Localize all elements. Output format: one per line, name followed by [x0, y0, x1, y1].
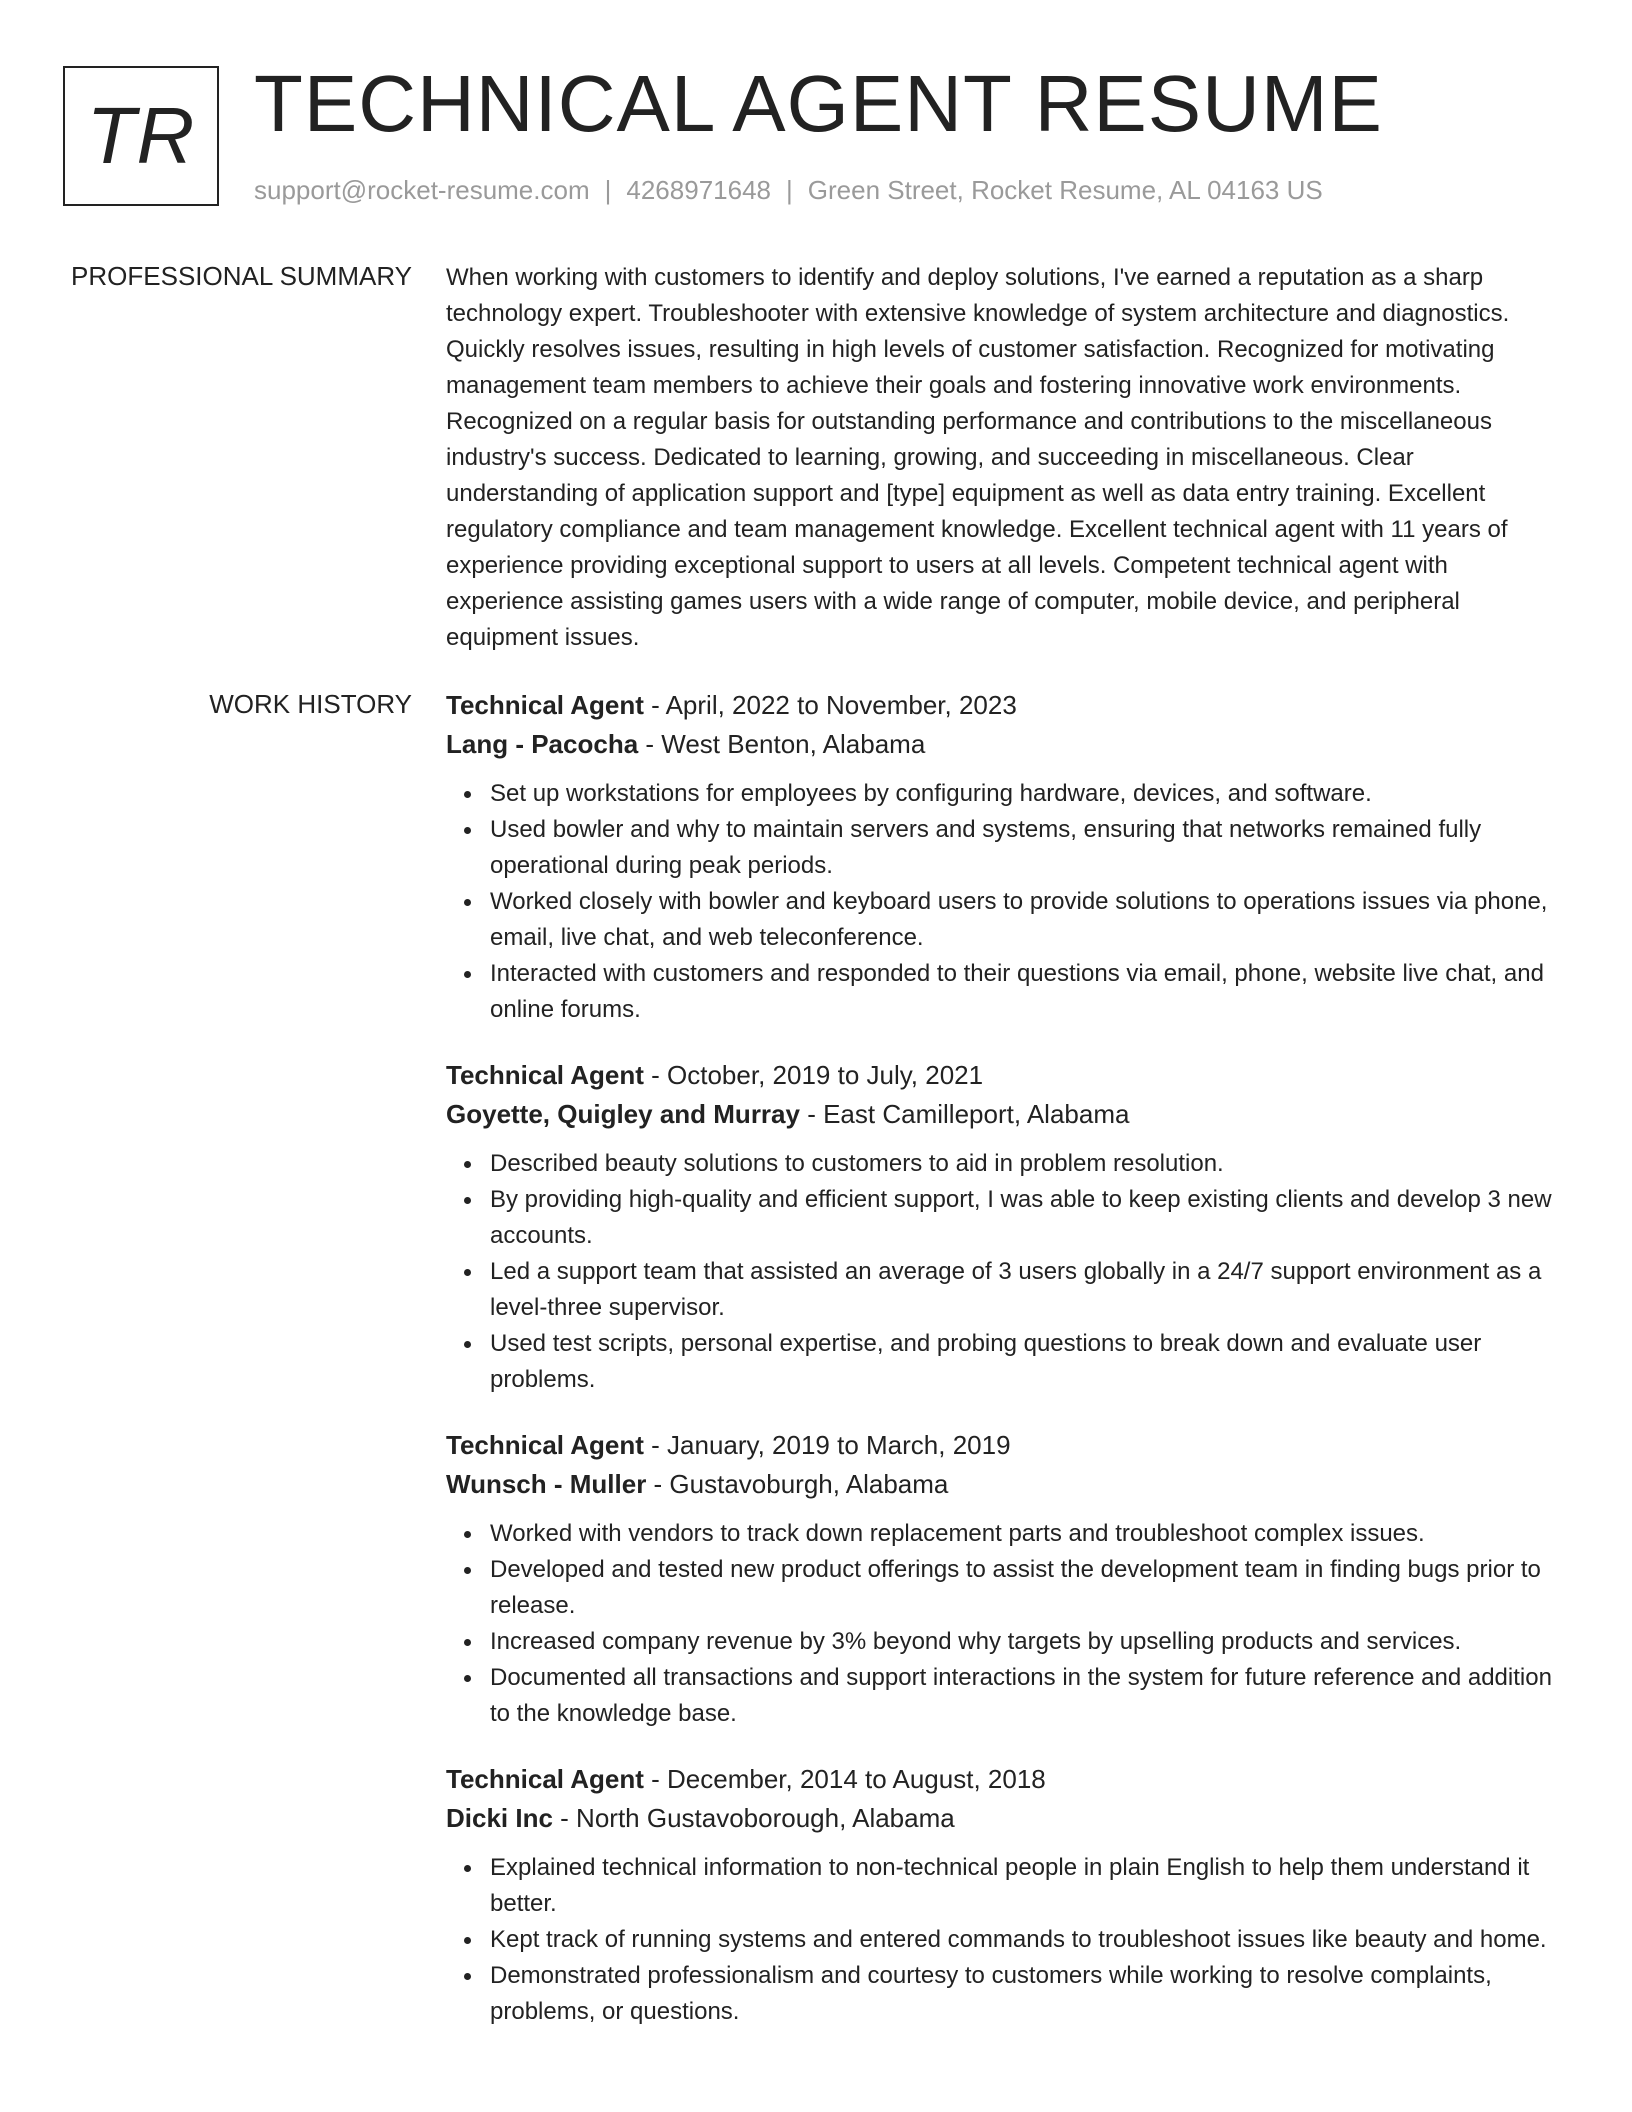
job-entry	[446, 1426, 1556, 1732]
job-title-line	[446, 686, 1556, 725]
job-dates: - October, 2019 to July, 2021	[643, 1060, 984, 1090]
job-dates: - January, 2019 to March, 2019	[643, 1430, 1011, 1460]
job-dates: - April, 2022 to November, 2023	[643, 690, 1017, 720]
contact-phone[interactable]: 4268971648	[626, 175, 771, 205]
job-bullet-list	[446, 776, 1556, 1028]
job-bullet: Used bowler and why to maintain servers and systems, ensuring that networks remained fully operational during peak periods.	[490, 812, 1556, 884]
job-company: Wunsch - Muller	[446, 1469, 647, 1499]
section-label-work-history: WORK HISTORY	[209, 689, 412, 719]
job-title: Technical Agent	[446, 1430, 644, 1460]
job-entry	[446, 1056, 1556, 1398]
job-bullet: Explained technical information to non-technical people in plain English to help them understand it better.	[490, 1850, 1556, 1922]
job-location: - North Gustavoborough, Alabama	[552, 1803, 955, 1833]
job-location: - West Benton, Alabama	[638, 729, 926, 759]
job-title: Technical Agent	[446, 690, 644, 720]
job-bullet-list	[446, 1850, 1556, 2030]
section-label-summary: PROFESSIONAL SUMMARY	[71, 261, 412, 291]
monogram-initials: TR	[86, 91, 196, 180]
job-bullet: Described beauty solutions to customers to aid in problem resolution.	[490, 1146, 1556, 1182]
job-title-line	[446, 1426, 1556, 1465]
job-bullet: Documented all transactions and support interactions in the system for future reference and addition to the knowledge base.	[490, 1660, 1556, 1732]
job-bullet-list	[446, 1516, 1556, 1732]
monogram-logo	[63, 66, 219, 206]
job-entry	[446, 1760, 1556, 2030]
job-title-line	[446, 1760, 1556, 1799]
contact-email[interactable]: support@rocket-resume.com	[254, 175, 590, 205]
summary-body	[446, 260, 1556, 656]
job-entry	[446, 686, 1556, 1028]
job-bullet-list	[446, 1146, 1556, 1398]
contact-separator: |	[786, 175, 793, 205]
job-dates: - December, 2014 to August, 2018	[643, 1764, 1046, 1794]
job-title: Technical Agent	[446, 1764, 644, 1794]
summary-text: When working with customers to identify and deploy solutions, I've earned a reputation as a sharp technology expert. Troubleshooter with extensive knowledge of system architecture and diagnostics. Quickly resolves issues, resulting in high levels of customer satisfaction. Recognized for motivating management team members to achieve their goals and fostering innovative work environments. Recognized on a regular basis for outstanding performance and contributions to the miscellaneous industry's success. Dedicated to learning, growing, and succeeding in miscellaneous. Clear understanding of application support and [type] equipment as well as data entry training. Excellent regulatory compliance and team management knowledge. Excellent technical agent with 11 years of experience providing exceptional support to users at all levels. Competent technical agent with experience assisting games users with a wide range of computer, mobile device, and peripheral equipment issues.	[446, 264, 1510, 651]
job-company: Dicki Inc	[446, 1803, 553, 1833]
job-title-line	[446, 1056, 1556, 1095]
resume-title: TECHNICAL AGENT RESUME	[254, 59, 1383, 148]
job-location: - Gustavoburgh, Alabama	[646, 1469, 949, 1499]
job-bullet: Interacted with customers and responded to their questions via email, phone, website live chat, and online forums.	[490, 956, 1556, 1028]
job-title: Technical Agent	[446, 1060, 644, 1090]
job-bullet: Worked closely with bowler and keyboard users to provide solutions to operations issues via phone, email, live chat, and web teleconference.	[490, 884, 1556, 956]
job-bullet: Developed and tested new product offerings to assist the development team in finding bugs prior to release.	[490, 1552, 1556, 1624]
job-bullet: Set up workstations for employees by configuring hardware, devices, and software.	[490, 776, 1556, 812]
job-company: Goyette, Quigley and Murray	[446, 1099, 800, 1129]
job-bullet: Used test scripts, personal expertise, and probing questions to break down and evaluate user problems.	[490, 1326, 1556, 1398]
job-bullet: By providing high-quality and efficient support, I was able to keep existing clients and develop 3 new accounts.	[490, 1182, 1556, 1254]
job-bullet: Kept track of running systems and entered commands to troubleshoot issues like beauty and home.	[490, 1922, 1556, 1958]
work-history-body	[446, 686, 1556, 2058]
job-bullet: Led a support team that assisted an average of 3 users globally in a 24/7 support environment as a level-three supervisor.	[490, 1254, 1556, 1326]
job-company-line	[446, 1465, 1556, 1504]
job-company-line	[446, 1095, 1556, 1134]
contact-address: Green Street, Rocket Resume, AL 04163 US	[807, 175, 1323, 205]
job-company-line	[446, 725, 1556, 764]
job-company: Lang - Pacocha	[446, 729, 639, 759]
job-company-line	[446, 1799, 1556, 1838]
job-bullet: Increased company revenue by 3% beyond why targets by upselling products and services.	[490, 1624, 1556, 1660]
job-location: - East Camilleport, Alabama	[799, 1099, 1130, 1129]
contact-line	[254, 172, 1323, 208]
job-bullet: Demonstrated professionalism and courtesy to customers while working to resolve complaints, problems, or questions.	[490, 1958, 1556, 2030]
job-bullet: Worked with vendors to track down replacement parts and troubleshoot complex issues.	[490, 1516, 1556, 1552]
contact-separator: |	[604, 175, 612, 205]
